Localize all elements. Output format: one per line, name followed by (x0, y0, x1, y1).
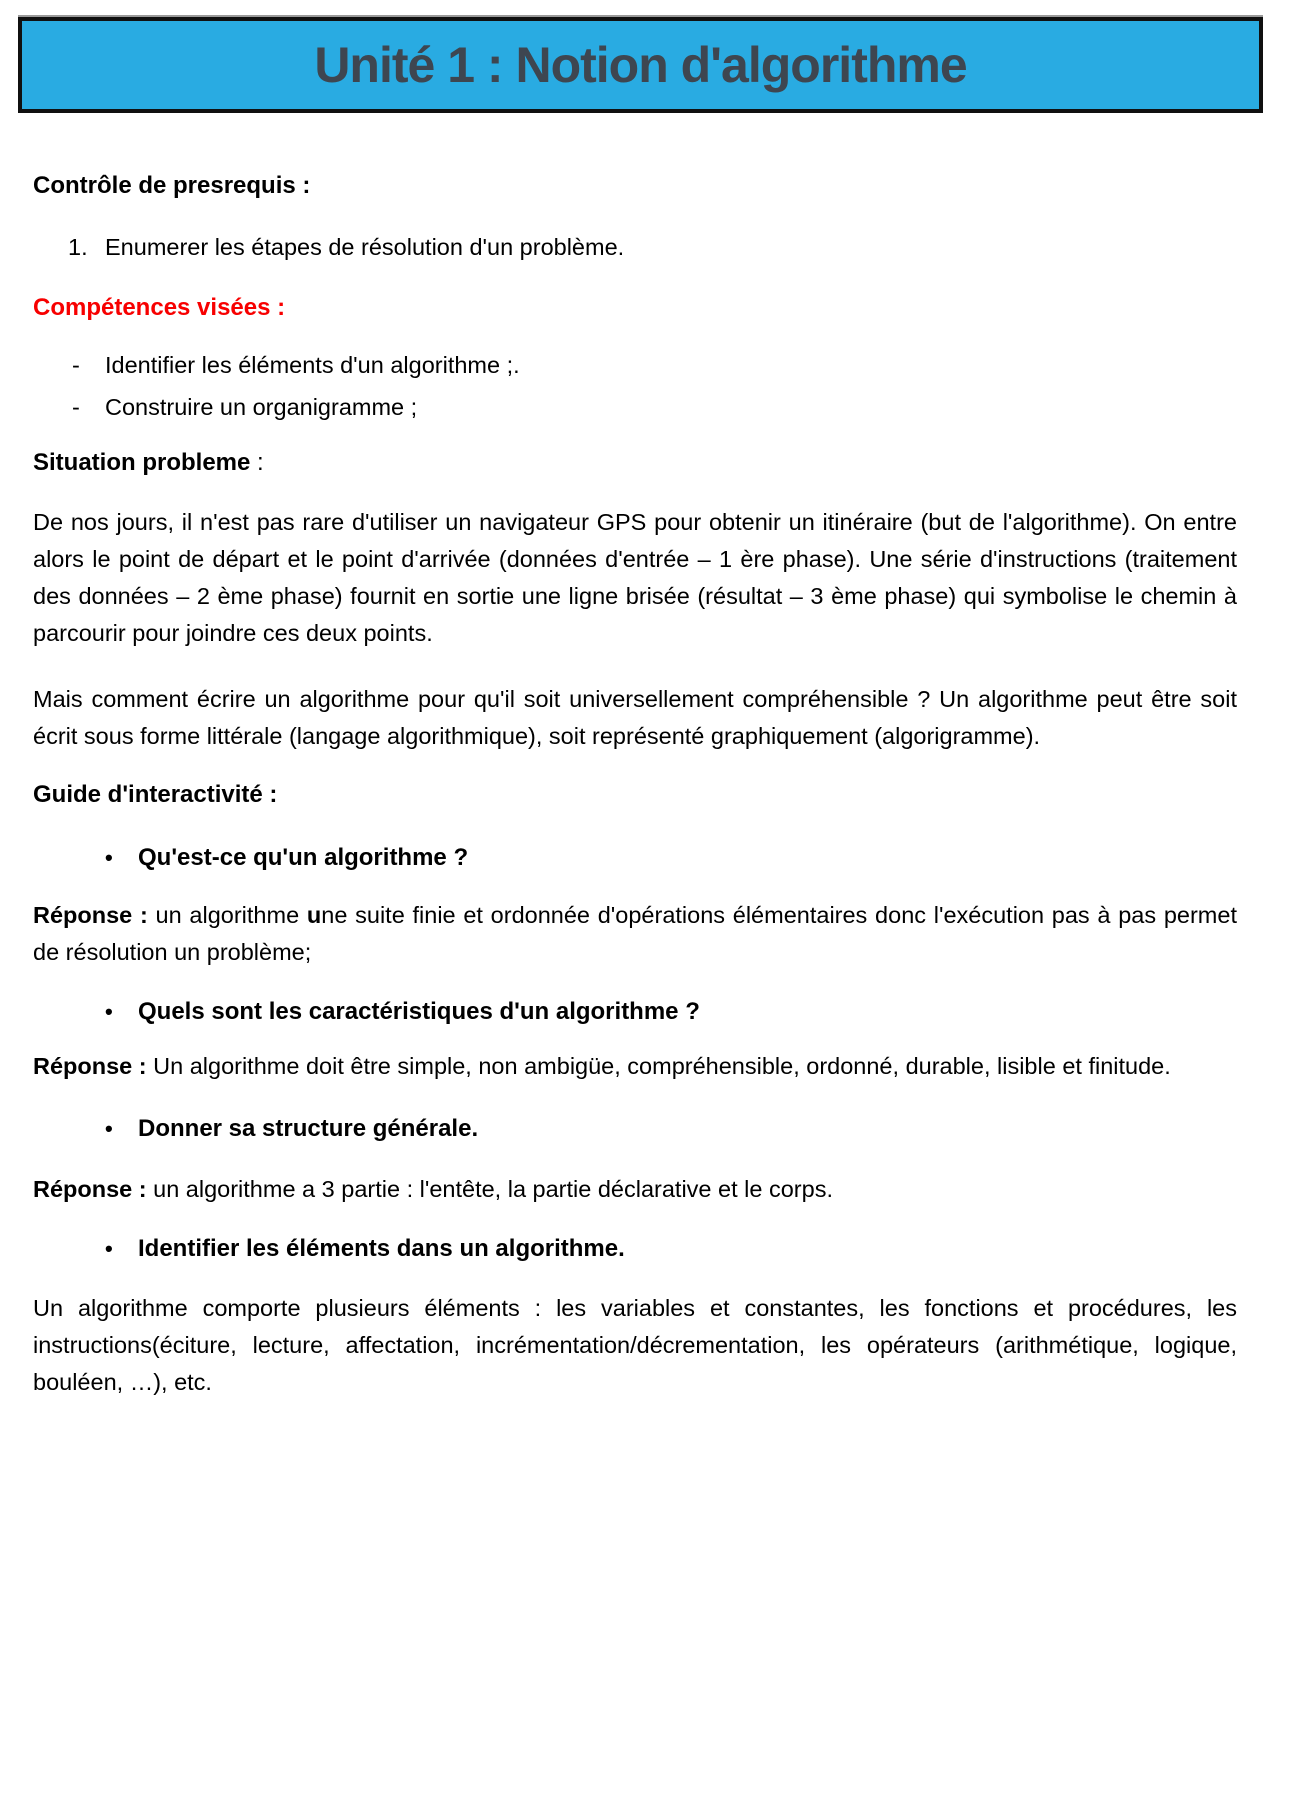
question-text: Donner sa structure générale. (138, 1115, 479, 1142)
answer-text-bold: u (306, 902, 322, 928)
answer-paragraph-2 (33, 1048, 1237, 1085)
answer-text: ne suite finie et ordonnée d'opérations élémentaires donc l'exécution pas à pas permet de résolution un problème; (33, 902, 1237, 965)
page-title: Unité 1 : Notion d'algorithme (314, 37, 967, 93)
question-text: Identifier les éléments dans un algorithme. (138, 1235, 625, 1262)
heading-guide: Guide d'interactivité : (33, 781, 278, 808)
competences-list (33, 350, 1237, 422)
question-text: Qu'est-ce qu'un algorithme ? (138, 844, 469, 871)
list-item-text: Construire un organigramme ; (105, 394, 418, 420)
numbered-item (68, 232, 1237, 262)
question-text: Quels sont les caractéristiques d'un algorithme ? (138, 998, 700, 1025)
bullet-question-2 (88, 997, 1237, 1027)
answer-label: Réponse : (33, 902, 148, 928)
answer-text: Un algorithme doit être simple, non ambigüe, compréhensible, ordonné, durable, lisible et finitude. (146, 1053, 1171, 1079)
list-item-text: Identifier les éléments d'un algorithme ;. (105, 352, 520, 378)
dash-marker: - (72, 352, 80, 378)
answer-paragraph-1 (33, 897, 1237, 971)
bullet-question-3 (88, 1114, 1237, 1144)
bullet-question-1 (88, 843, 1237, 873)
list-item (72, 350, 1237, 380)
answer-label: Réponse : (33, 1053, 147, 1079)
heading-competences: Compétences visées : (33, 294, 286, 321)
document-page (0, 17, 1313, 1401)
dash-marker: - (72, 394, 80, 420)
answer-paragraph-3 (33, 1171, 1237, 1208)
heading-situation (33, 448, 1237, 478)
answer-label: Réponse : (33, 1176, 147, 1202)
situation-paragraph-2: Mais comment écrire un algorithme pour qu'il soit universellement compréhensible ? Un algorithme peut être soit écrit sous forme littérale (langage algorithmique), soit représenté graphiquement (algorigramme). (33, 686, 1237, 749)
heading-situation-text: Situation probleme (33, 449, 251, 476)
heading-situation-colon: : (250, 449, 264, 476)
situation-paragraph-1: De nos jours, il n'est pas rare d'utiliser un navigateur GPS pour obtenir un itinéraire (but de l'algorithme). On entre alors le point de départ et le point d'arrivée (données d'entrée – 1 ère phase). Une série d'instructions (traitement des données – 2 ème phase) fournit en sortie une ligne brisée (résultat – 3 ème phase) qui symbolise le chemin à parcourir pour joindre ces deux points. (33, 509, 1237, 646)
document-body (33, 171, 1237, 1401)
bullet-icon: • (105, 1116, 113, 1141)
heading-prerequisites: Contrôle de presrequis : (33, 172, 311, 199)
list-item (72, 392, 1237, 422)
bullet-icon: • (105, 1236, 113, 1261)
bullet-question-4 (88, 1234, 1237, 1264)
bullet-icon: • (105, 845, 113, 870)
title-banner (18, 17, 1263, 113)
answer-text: un algorithme (147, 902, 307, 928)
answer-text: un algorithme a 3 partie : l'entête, la partie déclarative et le corps. (146, 1176, 833, 1202)
numbered-item-text: Enumerer les étapes de résolution d'un problème. (105, 234, 625, 260)
closing-paragraph: Un algorithme comporte plusieurs éléments : les variables et constantes, les fonctions et procédures, les instructions(éciture, lecture, affectation, incrémentation/décrementation, les opérateurs (arithmétique, logique, bouléen, …), etc. (33, 1295, 1237, 1395)
number-marker: 1. (68, 234, 88, 260)
bullet-icon: • (105, 999, 113, 1024)
